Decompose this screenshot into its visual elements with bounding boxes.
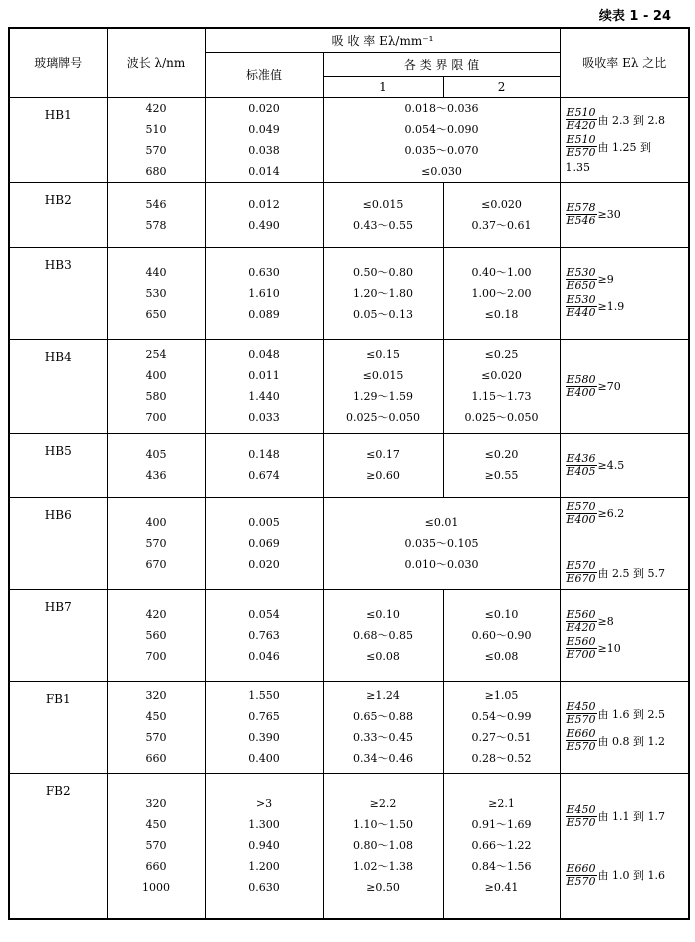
- standard-value-cell: [205, 182, 323, 247]
- cell-value: 0.054～0.090: [404, 122, 479, 136]
- limit-2-cell: [443, 589, 560, 681]
- cell-value: 0.54～0.99: [471, 710, 532, 723]
- cell-value: 420: [145, 607, 167, 621]
- cell-value: ≤0.020: [481, 369, 522, 382]
- standard-value-cell: [205, 589, 323, 681]
- ratio-numerator: E436: [566, 451, 596, 465]
- ratio-condition: 由 0.8 到 1.2: [597, 734, 666, 748]
- ratio-expression: [566, 374, 689, 399]
- cell-value: ≤0.10: [366, 607, 400, 621]
- cell-value: 570: [145, 143, 167, 157]
- table-caption: 续表 1 - 24: [598, 9, 671, 24]
- cell-value: 0.048: [248, 348, 280, 361]
- cell-value: 0.049: [248, 122, 280, 136]
- cell-value: 1.10～1.50: [353, 818, 413, 832]
- cell-value: 560: [145, 628, 167, 642]
- cell-value: 0.490: [248, 218, 280, 232]
- ratio-denominator: E405: [566, 464, 596, 478]
- ratio-numerator: E570: [566, 500, 596, 513]
- ratio-condition: ≥4.5: [597, 458, 625, 472]
- ratio-fraction: [566, 636, 597, 661]
- cell-value: 0.940: [248, 839, 280, 853]
- wavelength-cell: [107, 773, 205, 919]
- ratio-expression: [566, 863, 689, 888]
- ratio-denominator: E570: [566, 815, 596, 829]
- cell-value: 0.069: [248, 536, 280, 550]
- glass-grade: HB2: [9, 182, 107, 247]
- cell-value: 1.440: [248, 390, 280, 403]
- cell-value: ≥0.41: [484, 881, 519, 895]
- cell-value: 0.035～0.070: [404, 143, 479, 157]
- limit-1-cell: [323, 182, 443, 247]
- header-limits: 各 类 界 限 值: [323, 52, 560, 76]
- cell-value: 0.65～0.88: [353, 710, 413, 723]
- ratio-condition: 由 2.5 到 5.7: [597, 566, 666, 580]
- cell-value: 670: [145, 557, 167, 571]
- ratio-cell: [560, 497, 689, 589]
- cell-value: 1.15～1.73: [471, 390, 532, 403]
- ratio-fraction: [566, 501, 597, 526]
- cell-value: ≥0.55: [484, 469, 519, 482]
- header-absorbance: 吸 收 率 Eλ/mm⁻¹: [205, 28, 560, 52]
- ratio-cell: [560, 247, 689, 339]
- ratio-condition: ≥70: [597, 379, 621, 393]
- cell-value: 320: [145, 689, 167, 702]
- glass-grade: FB2: [9, 773, 107, 919]
- standard-value-cell: [205, 247, 323, 339]
- wavelength-cell: [107, 589, 205, 681]
- ratio-denominator: E570: [566, 146, 596, 159]
- wavelength-cell: [107, 247, 205, 339]
- cell-value: 0.025～0.050: [346, 411, 420, 424]
- glass-grade: HB1: [9, 97, 107, 182]
- cell-value: 1.02～1.38: [353, 860, 413, 874]
- cell-value: ≤0.18: [484, 307, 519, 321]
- wavelength-cell: [107, 681, 205, 773]
- ratio-expression: [566, 202, 689, 227]
- ratio-condition: ≥6.2: [597, 507, 625, 520]
- cell-value: 0.05～0.13: [353, 307, 413, 321]
- cell-value: 580: [145, 390, 167, 403]
- cell-value: 546: [145, 197, 167, 211]
- ratio-denominator: E400: [566, 513, 596, 526]
- ratio-expression: [566, 294, 689, 319]
- cell-value: 680: [145, 164, 167, 178]
- wavelength-cell: [107, 433, 205, 497]
- cell-value: 0.27～0.51: [471, 731, 532, 744]
- cell-value: 1.29～1.59: [353, 390, 413, 403]
- cell-value: 400: [145, 515, 167, 529]
- ratio-denominator: E420: [566, 119, 596, 132]
- cell-value: ≤0.08: [484, 649, 519, 663]
- cell-value: 700: [145, 649, 167, 663]
- cell-value: 0.046: [248, 649, 280, 663]
- absorbance-table: [8, 27, 690, 920]
- header-wavelength: 波长 λ/nm: [107, 28, 205, 97]
- cell-value: 0.66～1.22: [471, 839, 532, 853]
- standard-value-cell: [205, 497, 323, 589]
- ratio-fraction: [566, 609, 597, 634]
- cell-value: 570: [145, 536, 167, 550]
- cell-value: 0.34～0.46: [353, 752, 413, 765]
- ratio-cell: [560, 433, 689, 497]
- limit-2-cell: [443, 773, 560, 919]
- wavelength-cell: [107, 97, 205, 182]
- table-body: [9, 97, 689, 919]
- ratio-expression: [566, 636, 689, 661]
- cell-value: 660: [145, 752, 167, 765]
- glass-grade: HB3: [9, 247, 107, 339]
- cell-value: 0.010～0.030: [404, 557, 479, 571]
- ratio-fraction: [566, 560, 597, 585]
- ratio-expression: [566, 501, 689, 526]
- glass-grade: HB7: [9, 589, 107, 681]
- ratio-continuation: 1.35: [565, 161, 591, 174]
- ratio-condition: ≥8: [597, 615, 614, 628]
- cell-value: 0.630: [248, 881, 280, 895]
- cell-value: 0.91～1.69: [471, 818, 532, 832]
- cell-value: 320: [145, 797, 167, 811]
- cell-value: 0.018～0.036: [404, 101, 479, 115]
- ratio-fraction: [566, 728, 597, 753]
- table-row: [9, 589, 689, 681]
- cell-value: 0.011: [248, 369, 280, 382]
- cell-value: 650: [145, 307, 167, 321]
- ratio-cell: [560, 182, 689, 247]
- cell-value: 0.763: [248, 628, 280, 642]
- cell-value: 510: [145, 122, 167, 136]
- ratio-expression: [566, 804, 689, 829]
- glass-grade: HB5: [9, 433, 107, 497]
- cell-value: 405: [145, 448, 167, 461]
- cell-value: 0.43～0.55: [353, 218, 413, 232]
- cell-value: 0.630: [248, 265, 280, 279]
- cell-value: 0.089: [248, 307, 280, 321]
- cell-value: ≥0.60: [366, 469, 400, 482]
- ratio-condition: ≥9: [597, 273, 614, 286]
- standard-value-cell: [205, 433, 323, 497]
- cell-value: 0.054: [248, 607, 280, 621]
- cell-value: 400: [145, 369, 167, 382]
- cell-value: >3: [255, 797, 273, 811]
- ratio-fraction: [566, 863, 597, 888]
- merged-limit-cell: [323, 497, 560, 589]
- ratio-numerator: E660: [566, 861, 596, 875]
- cell-value: 0.84～1.56: [471, 860, 532, 874]
- wavelength-cell: [107, 339, 205, 433]
- limit-2-cell: [443, 182, 560, 247]
- cell-value: ≤0.015: [362, 197, 404, 211]
- table-row: [9, 97, 689, 182]
- table-row: [9, 339, 689, 433]
- header-limit-1: 1: [323, 76, 443, 97]
- ratio-condition: ≥1.9: [597, 300, 625, 313]
- header-grade: 玻璃牌号: [9, 28, 107, 97]
- ratio-denominator: E570: [566, 713, 596, 726]
- cell-value: 0.50～0.80: [353, 265, 413, 279]
- ratio-numerator: E530: [566, 293, 596, 306]
- ratio-expression: [566, 560, 689, 585]
- ratio-numerator: E510: [566, 133, 596, 146]
- ratio-numerator: E450: [566, 802, 596, 816]
- cell-value: ≤0.01: [424, 515, 459, 529]
- limit-2-cell: [443, 433, 560, 497]
- standard-value-cell: [205, 681, 323, 773]
- cell-value: 660: [145, 860, 167, 874]
- ratio-numerator: E450: [566, 700, 596, 713]
- cell-value: 0.60～0.90: [471, 628, 532, 642]
- limit-1-cell: [323, 681, 443, 773]
- cell-value: ≤0.015: [362, 369, 404, 382]
- cell-value: ≤0.08: [366, 649, 400, 663]
- ratio-expression: [566, 609, 689, 634]
- cell-value: 0.37～0.61: [471, 218, 532, 232]
- ratio-cell: [560, 589, 689, 681]
- table-row: [9, 433, 689, 497]
- cell-value: 0.020: [248, 557, 280, 571]
- cell-value: ≥1.24: [366, 689, 400, 702]
- cell-value: ≤0.20: [484, 448, 519, 461]
- ratio-fraction: [566, 294, 597, 319]
- cell-value: 0.33～0.45: [353, 731, 413, 744]
- ratio-expression: [566, 453, 689, 478]
- glass-grade: FB1: [9, 681, 107, 773]
- limit-1-cell: [323, 589, 443, 681]
- ratio-denominator: E400: [566, 385, 596, 399]
- ratio-fraction: [566, 202, 597, 227]
- cell-value: 570: [145, 839, 167, 853]
- cell-value: 450: [145, 818, 167, 832]
- ratio-expression: [566, 701, 689, 726]
- header-ratio: 吸收率 Eλ 之比: [560, 28, 689, 97]
- cell-value: 0.025～0.050: [464, 411, 539, 424]
- ratio-denominator: E570: [566, 874, 596, 888]
- ratio-denominator: E570: [566, 740, 596, 753]
- ratio-condition: 由 1.6 到 2.5: [597, 707, 666, 721]
- limit-2-cell: [443, 339, 560, 433]
- cell-value: 450: [145, 710, 167, 723]
- ratio-denominator: E650: [566, 279, 596, 292]
- limit-1-cell: [323, 433, 443, 497]
- cell-value: ≤0.020: [481, 197, 522, 211]
- ratio-cell: [560, 339, 689, 433]
- cell-value: 0.674: [248, 469, 280, 482]
- ratio-fraction: [566, 267, 597, 292]
- cell-value: 1.00～2.00: [471, 286, 532, 300]
- cell-value: 1.610: [248, 286, 280, 300]
- ratio-denominator: E440: [566, 306, 596, 319]
- cell-value: ≥0.50: [366, 881, 400, 895]
- glass-grade: HB4: [9, 339, 107, 433]
- standard-value-cell: [205, 339, 323, 433]
- cell-value: 700: [145, 411, 167, 424]
- ratio-cell: [560, 97, 689, 182]
- cell-value: 0.400: [248, 752, 280, 765]
- cell-value: 0.020: [248, 101, 280, 115]
- cell-value: ≤0.10: [484, 607, 519, 621]
- header-limit-2: 2: [443, 76, 560, 97]
- ratio-numerator: E660: [566, 727, 596, 740]
- cell-value: ≤0.030: [421, 164, 462, 178]
- standard-value-cell: [205, 97, 323, 182]
- ratio-numerator: E580: [566, 372, 596, 386]
- table-row: [9, 773, 689, 919]
- ratio-condition: 由 1.0 到 1.6: [597, 869, 666, 883]
- cell-value: 0.68～0.85: [353, 628, 413, 642]
- cell-value: 530: [145, 286, 167, 300]
- ratio-condition: 由 2.3 到 2.8: [597, 113, 666, 127]
- cell-value: 0.148: [248, 448, 280, 461]
- cell-value: 0.033: [248, 411, 280, 424]
- ratio-numerator: E578: [566, 201, 596, 214]
- ratio-fraction: [566, 107, 597, 132]
- limit-1-cell: [323, 773, 443, 919]
- cell-value: 0.390: [248, 731, 280, 744]
- cell-value: 1.200: [248, 860, 280, 874]
- ratio-numerator: E530: [566, 266, 596, 279]
- cell-value: 0.012: [248, 197, 280, 211]
- cell-value: 578: [145, 218, 167, 232]
- wavelength-cell: [107, 182, 205, 247]
- ratio-fraction: [566, 453, 597, 478]
- ratio-numerator: E510: [566, 106, 596, 119]
- ratio-denominator: E700: [566, 648, 596, 661]
- ratio-denominator: E546: [566, 214, 596, 227]
- cell-value: ≥1.05: [484, 689, 519, 702]
- merged-limit-cell: [323, 97, 560, 182]
- ratio-denominator: E670: [566, 572, 596, 585]
- cell-value: 0.038: [248, 143, 280, 157]
- ratio-expression: [566, 107, 689, 132]
- cell-value: ≤0.25: [484, 348, 519, 361]
- ratio-numerator: E560: [566, 635, 596, 648]
- ratio-condition: ≥10: [597, 642, 621, 655]
- ratio-numerator: E560: [566, 608, 596, 621]
- table-row: [9, 182, 689, 247]
- limit-2-cell: [443, 681, 560, 773]
- ratio-fraction: [566, 374, 597, 399]
- cell-value: ≥2.1: [488, 797, 515, 811]
- header-standard: 标准值: [205, 52, 323, 97]
- cell-value: 1.300: [248, 818, 280, 832]
- cell-value: 420: [145, 101, 167, 115]
- glass-grade: HB6: [9, 497, 107, 589]
- cell-value: 0.765: [248, 710, 280, 723]
- limit-1-cell: [323, 339, 443, 433]
- cell-value: ≤0.15: [366, 348, 400, 361]
- cell-value: 0.80～1.08: [353, 839, 413, 853]
- ratio-fraction: [566, 804, 597, 829]
- ratio-condition: 由 1.25 到: [597, 140, 652, 154]
- cell-value: 0.005: [248, 515, 280, 529]
- cell-value: 0.035～0.105: [404, 536, 479, 550]
- limit-2-cell: [443, 247, 560, 339]
- ratio-cell: [560, 681, 689, 773]
- ratio-fraction: [566, 134, 597, 159]
- cell-value: 254: [145, 348, 167, 361]
- table-row: [9, 681, 689, 773]
- cell-value: 1.20～1.80: [353, 286, 413, 300]
- limit-1-cell: [323, 247, 443, 339]
- cell-value: 0.28～0.52: [471, 752, 532, 765]
- cell-value: 1000: [142, 881, 170, 895]
- cell-value: 1.550: [248, 689, 280, 702]
- ratio-expression: [566, 134, 689, 159]
- ratio-fraction: [566, 701, 597, 726]
- ratio-numerator: E570: [566, 559, 596, 572]
- ratio-condition: ≥30: [597, 208, 621, 221]
- cell-value: 0.014: [248, 164, 280, 178]
- ratio-condition: 由 1.1 到 1.7: [597, 810, 666, 824]
- cell-value: ≥2.2: [369, 797, 397, 811]
- wavelength-cell: [107, 497, 205, 589]
- cell-value: ≤0.17: [366, 448, 400, 461]
- table-row: [9, 497, 689, 589]
- cell-value: 436: [145, 469, 167, 482]
- cell-value: 570: [145, 731, 167, 744]
- standard-value-cell: [205, 773, 323, 919]
- cell-value: 0.40～1.00: [471, 265, 532, 279]
- ratio-expression: [566, 267, 689, 292]
- ratio-denominator: E420: [566, 621, 596, 634]
- ratio-cell: [560, 773, 689, 919]
- cell-value: 440: [145, 265, 167, 279]
- table-row: [9, 247, 689, 339]
- ratio-expression: [566, 728, 689, 753]
